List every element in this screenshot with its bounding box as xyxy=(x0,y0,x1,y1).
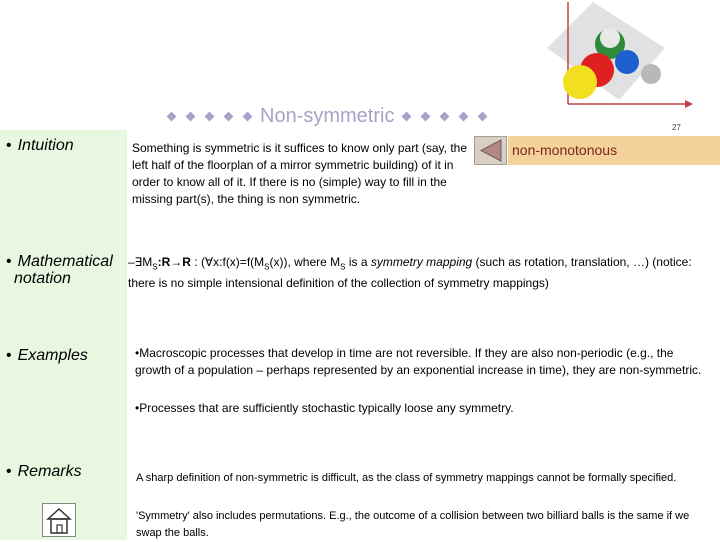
term-label: Mathematical xyxy=(17,253,113,270)
term-label: Intuition xyxy=(17,137,74,154)
right-diamonds xyxy=(400,113,489,120)
diamond-icon xyxy=(167,111,177,121)
balls-graphic xyxy=(535,0,710,112)
diamond-icon xyxy=(224,111,234,121)
bullet: • xyxy=(6,463,12,480)
example-item: •Macroscopic processes that develop in time are not reversible. If they are also non-periodic (e.g., the growth of a population – perhaps represented by an exponential increase in time), they are non-symmetric. xyxy=(135,346,702,377)
mapping-signature: :R→R xyxy=(157,255,191,269)
diamond-icon xyxy=(205,111,215,121)
intuition-text: Something is symmetric is it suffices to know only part (say, the left half of the floorplan of a mirror symmetric building) of it in order to know all of it. If there is no (simple) way to fill in the missing part(s), the thing is non symmetric. xyxy=(132,141,468,206)
blue-ball xyxy=(615,50,639,74)
term-label: Examples xyxy=(17,347,88,364)
left-arrow-icon xyxy=(475,137,506,164)
term-intuition xyxy=(6,137,136,154)
diamond-icon xyxy=(243,111,253,121)
nonmonotonous-link[interactable]: non-monotonous xyxy=(508,136,720,165)
notation-mid2: (x)), where M xyxy=(269,255,341,269)
remark-item: A sharp definition of non-symmetric is difficult, as the class of symmetry mappings cannot be formally specified. xyxy=(136,472,677,484)
home-button[interactable] xyxy=(42,503,76,537)
diamond-icon xyxy=(459,111,469,121)
bullet: • xyxy=(6,137,12,154)
slide-number: 27 xyxy=(672,123,681,132)
diamond-icon xyxy=(402,111,412,121)
term-label: Remarks xyxy=(17,463,82,480)
yellow-ball xyxy=(563,65,597,99)
subscript: S xyxy=(264,262,270,272)
slide-title: Non-symmetric xyxy=(260,104,395,127)
symmetry-mapping-term: symmetry mapping xyxy=(370,255,473,269)
home-icon xyxy=(43,504,75,536)
left-diamonds xyxy=(165,113,254,120)
previous-slide-button[interactable] xyxy=(474,136,507,165)
subscript: S xyxy=(152,262,158,272)
diamond-icon xyxy=(186,111,196,121)
bullet: • xyxy=(6,347,12,364)
term-examples xyxy=(6,347,136,364)
subscript: S xyxy=(340,262,346,272)
notation-prefix: –∃M xyxy=(128,255,153,269)
slide-title-row xyxy=(165,101,489,131)
diamond-icon xyxy=(478,111,488,121)
bullet: • xyxy=(6,253,12,270)
term-mathematical-notation xyxy=(6,253,136,287)
notation-mid1: : (∀x:f(x)=f(M xyxy=(190,255,265,269)
diamond-icon xyxy=(440,111,450,121)
x-axis-arrow xyxy=(685,100,693,108)
term-remarks xyxy=(6,463,136,480)
notation-text xyxy=(128,254,708,292)
notation-mid3: is a xyxy=(345,255,371,269)
example-item: •Processes that are sufficiently stochastic typically loose any symmetry. xyxy=(135,401,514,415)
remark-item: 'Symmetry' also includes permutations. E.g., the outcome of a collision between two billiard balls is the same if we swap the balls. xyxy=(136,510,690,539)
silver-ball xyxy=(641,64,661,84)
diamond-icon xyxy=(421,111,431,121)
term-label-line2: notation xyxy=(14,270,71,287)
notation-suffix: (such as rotation, translation, …) (notice: there is no simple intensional definition of the collection of symmetry mappings) xyxy=(128,255,692,291)
white-ball xyxy=(600,28,620,48)
